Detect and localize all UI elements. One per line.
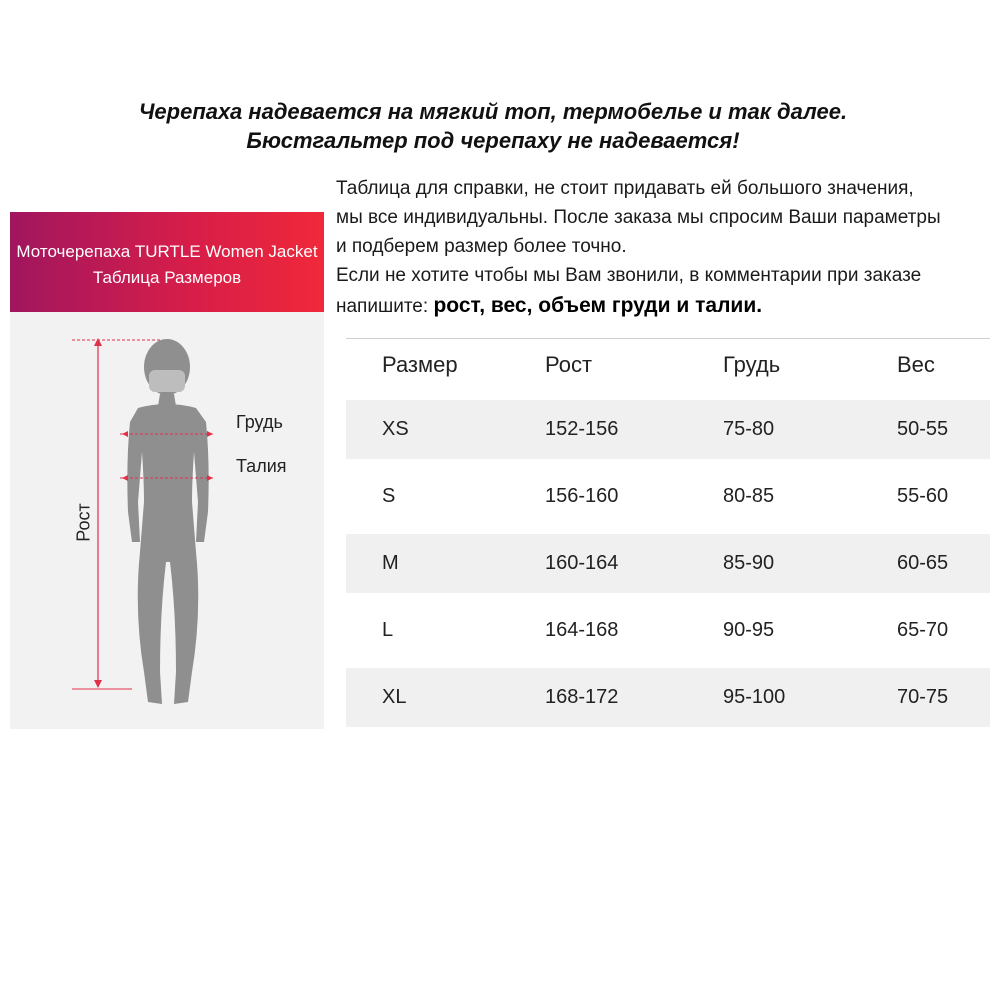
body-figure-illustration (10, 312, 324, 729)
note-line-5 (336, 294, 762, 318)
banner-subtitle: Таблица Размеров (92, 268, 242, 287)
cell-size: S (382, 485, 396, 507)
cell-chest: 85-90 (723, 552, 775, 574)
cell-size: L (382, 619, 394, 641)
note-line-3: и подберем размер более точно. (336, 236, 627, 257)
height-arrow-bottom (94, 680, 102, 688)
cell-height: 168-172 (545, 686, 619, 708)
header-height: Рост (545, 352, 593, 377)
height-label: Рост (73, 503, 94, 542)
cell-chest: 75-80 (723, 418, 775, 440)
note-line-1: Таблица для справки, не стоит придавать ей большого значения, (336, 178, 914, 199)
cell-height: 152-156 (545, 418, 619, 440)
cell-size: XS (382, 418, 409, 440)
size-guide-banner (10, 212, 324, 312)
height-arrow-top (94, 338, 102, 346)
banner-title: Моточерепаха TURTLE Women Jacket (16, 242, 318, 261)
chest-label: Грудь (236, 412, 283, 432)
note-line-5-prefix: напишите: (336, 296, 434, 317)
cell-size: M (382, 552, 399, 574)
cell-chest: 80-85 (723, 485, 775, 507)
waist-label: Талия (236, 456, 287, 476)
cell-weight: 60-65 (897, 552, 949, 574)
table-header-row (346, 338, 990, 397)
table-row (346, 400, 990, 459)
cell-height: 156-160 (545, 485, 619, 507)
headline-line-2: Бюстгальтер под черепаху не надевается! (246, 128, 740, 153)
cell-weight: 50-55 (897, 418, 949, 440)
table-row (346, 467, 990, 526)
cell-weight: 55-60 (897, 485, 949, 507)
cell-weight: 70-75 (897, 686, 949, 708)
cell-weight: 65-70 (897, 619, 949, 641)
note-line-2: мы все индивидуальны. После заказа мы спросим Ваши параметры (336, 207, 941, 228)
table-row (346, 534, 990, 593)
cell-height: 160-164 (545, 552, 619, 574)
headline-line-1: Черепаха надевается на мягкий топ, термобелье и так далее. (138, 99, 848, 124)
note-line-4: Если не хотите чтобы мы Вам звонили, в комментарии при заказе (336, 265, 922, 286)
size-guide-panel (10, 212, 324, 729)
header-weight: Вес (897, 352, 935, 377)
cell-size: XL (382, 686, 407, 708)
cell-chest: 90-95 (723, 619, 775, 641)
cell-chest: 95-100 (723, 686, 786, 708)
header-size: Размер (382, 352, 458, 377)
note-line-5-bold: рост, вес, объем груди и талии. (433, 294, 763, 317)
table-row (346, 668, 990, 727)
cell-height: 164-168 (545, 619, 619, 641)
table-row (346, 601, 990, 660)
header-chest: Грудь (723, 352, 781, 377)
woman-silhouette (127, 339, 208, 704)
